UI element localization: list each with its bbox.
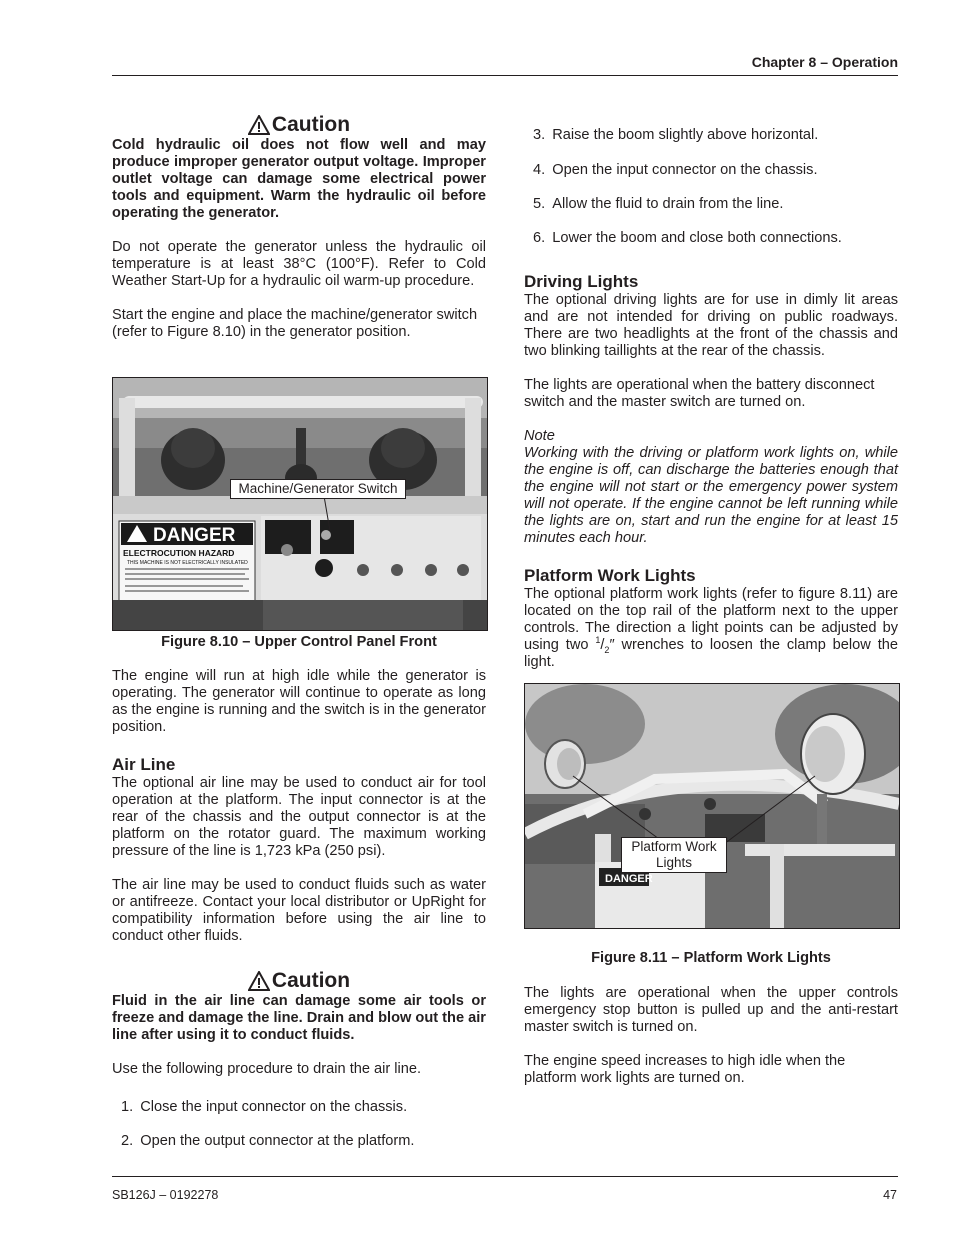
heading-driving-lights: Driving Lights	[524, 272, 639, 291]
step-5	[533, 196, 783, 213]
note-label: Note	[524, 428, 555, 444]
danger-decal-label: DANGER	[153, 525, 236, 546]
step-1	[121, 1099, 407, 1116]
step-2-number: 2.	[121, 1133, 134, 1149]
step-4-number: 4.	[533, 162, 546, 178]
platform-lights-text-a: The optional platform work lights (refer to figure 8.11) are located on the top rail of the platform next to the upper controls. The direction a light points can be adjusted by using two	[524, 586, 898, 653]
right-column	[524, 272, 898, 671]
fraction-denominator: 2	[604, 644, 610, 655]
footer-doc-number: SB126J – 0192278	[112, 1188, 219, 1202]
heading-air-line: Air Line	[112, 755, 176, 774]
paragraph-drain-procedure: Use the following procedure to drain the air line.	[112, 1061, 422, 1077]
hazard-decal-sub: THIS MACHINE IS NOT ELECTRICALLY INSULATED	[127, 560, 248, 566]
step-1-number: 1.	[121, 1099, 134, 1115]
callout-platform-work-lights: Platform Work Lights	[621, 837, 727, 873]
figure-caption-8-10: Figure 8.10 – Upper Control Panel Front	[161, 634, 437, 650]
figure-upper-control-panel	[112, 377, 488, 631]
danger-decal-label-2: DANGER	[605, 873, 653, 885]
hazard-decal-label: ELECTROCUTION HAZARD	[123, 548, 235, 558]
step-6-text: Lower the boom and close both connections.	[552, 230, 842, 246]
step-5-text: Allow the fluid to drain from the line.	[552, 196, 784, 212]
header-rule	[112, 75, 898, 76]
step-3-text: Raise the boom slightly above horizontal.	[552, 127, 819, 143]
paragraph-platform-lights-2: The lights are operational when the upper controls emergency stop button is pulled up and the anti-restart master switch is turned on.	[524, 985, 898, 1035]
step-6-number: 6.	[533, 230, 546, 246]
paragraph-oil-temperature: Do not operate the generator unless the hydraulic oil temperature is at least 38°C (100°F). Refer to Cold Weather Start-Up for a hydraulic oil warm-up procedure.	[112, 239, 486, 289]
warning-triangle-icon	[248, 115, 270, 135]
footer-rule	[112, 1176, 898, 1177]
callout-machine-generator-switch: Machine/Generator Switch	[230, 479, 406, 499]
callout-leader-lines-lights	[525, 684, 899, 928]
step-5-number: 5.	[533, 196, 546, 212]
step-2-text: Open the output connector at the platform.	[140, 1133, 415, 1149]
caution-title-1: Caution	[271, 113, 351, 136]
caution-text-1: Cold hydraulic oil does not flow well and may produce improper generator output voltage. Improper outlet voltage can damage some electrical power tools and equipment. Warm the hydraulic oil before operating the generator.	[112, 137, 486, 221]
paragraph-air-line-1: The optional air line may be used to conduct air for tool operation at the platform. The input connector is at the rear of the chassis and the output connector is at the platform on the rotator guard. The maximum working pressure of the line is 1,723 kPa (250 psi).	[112, 775, 486, 859]
figure-platform-work-lights	[524, 683, 900, 929]
caution-title-2: Caution	[271, 969, 351, 992]
note-text: Working with the driving or platform work lights on, while the engine is off, can discharge the batteries enough that the engine will not start or the emergency power system will not operate. If the engine cannot be left running while the lights are on, start and run the engine for at least 15 minutes each hour.	[524, 445, 898, 546]
paragraph-air-line-2: The air line may be used to conduct fluids such as water or antifreeze. Contact your local distributor or UpRight for compatibility information before using the air line to conduct other fluids.	[112, 877, 486, 944]
heading-platform-work-lights: Platform Work Lights	[524, 566, 696, 585]
caution-text-2: Fluid in the air line can damage some air tools or freeze and damage the line. Drain and blow out the air line after using it to conduct fluids.	[112, 993, 486, 1043]
left-column-lower	[112, 668, 486, 1078]
paragraph-high-idle: The engine will run at high idle while the generator is operating. The generator will continue to operate as long as the engine is running and the switch is in the generator position.	[112, 668, 486, 735]
callout-leader-line-switch	[113, 378, 487, 630]
platform-lights-text-b: ″ wrenches to loosen the clamp below the light.	[524, 637, 898, 670]
step-6	[533, 230, 842, 247]
right-column-lower	[524, 985, 898, 1087]
paragraph-platform-lights-3: The engine speed increases to high idle when the platform work lights are turned on.	[524, 1053, 846, 1086]
step-4-text: Open the input connector on the chassis.	[552, 162, 818, 178]
paragraph-driving-lights-1: The optional driving lights are for use in dimly lit areas and are not intended for driving on public roadways. There are two headlights at the front of the chassis and two blinking taillights at the rear of the chassis.	[524, 292, 898, 359]
paragraph-platform-lights-1: The optional platform work lights (refer to figure 8.11) are located on the top rail of the platform next to the upper controls. The direction a light points can be adjusted by using two $^1/_2''$ wrenches to loosen the clamp below the light.	[524, 586, 898, 670]
footer-page-number: 47	[883, 1188, 897, 1202]
paragraph-start-engine: Start the engine and place the machine/generator switch (refer to Figure 8.10) in the generator position.	[112, 307, 478, 340]
figure-caption-8-11: Figure 8.11 – Platform Work Lights	[591, 950, 831, 966]
caution-heading-2	[112, 969, 486, 993]
warning-triangle-icon	[248, 971, 270, 991]
step-3	[533, 127, 818, 144]
fraction-numerator: 1	[595, 635, 601, 646]
step-2	[121, 1133, 414, 1150]
paragraph-driving-lights-2: The lights are operational when the battery disconnect switch and the master switch are turned on.	[524, 377, 875, 410]
step-3-number: 3.	[533, 127, 546, 143]
step-4	[533, 162, 818, 179]
step-1-text: Close the input connector on the chassis.	[140, 1099, 408, 1115]
left-column	[112, 113, 486, 341]
caution-heading-1	[112, 113, 486, 137]
chapter-header: Chapter 8 – Operation	[751, 54, 898, 70]
